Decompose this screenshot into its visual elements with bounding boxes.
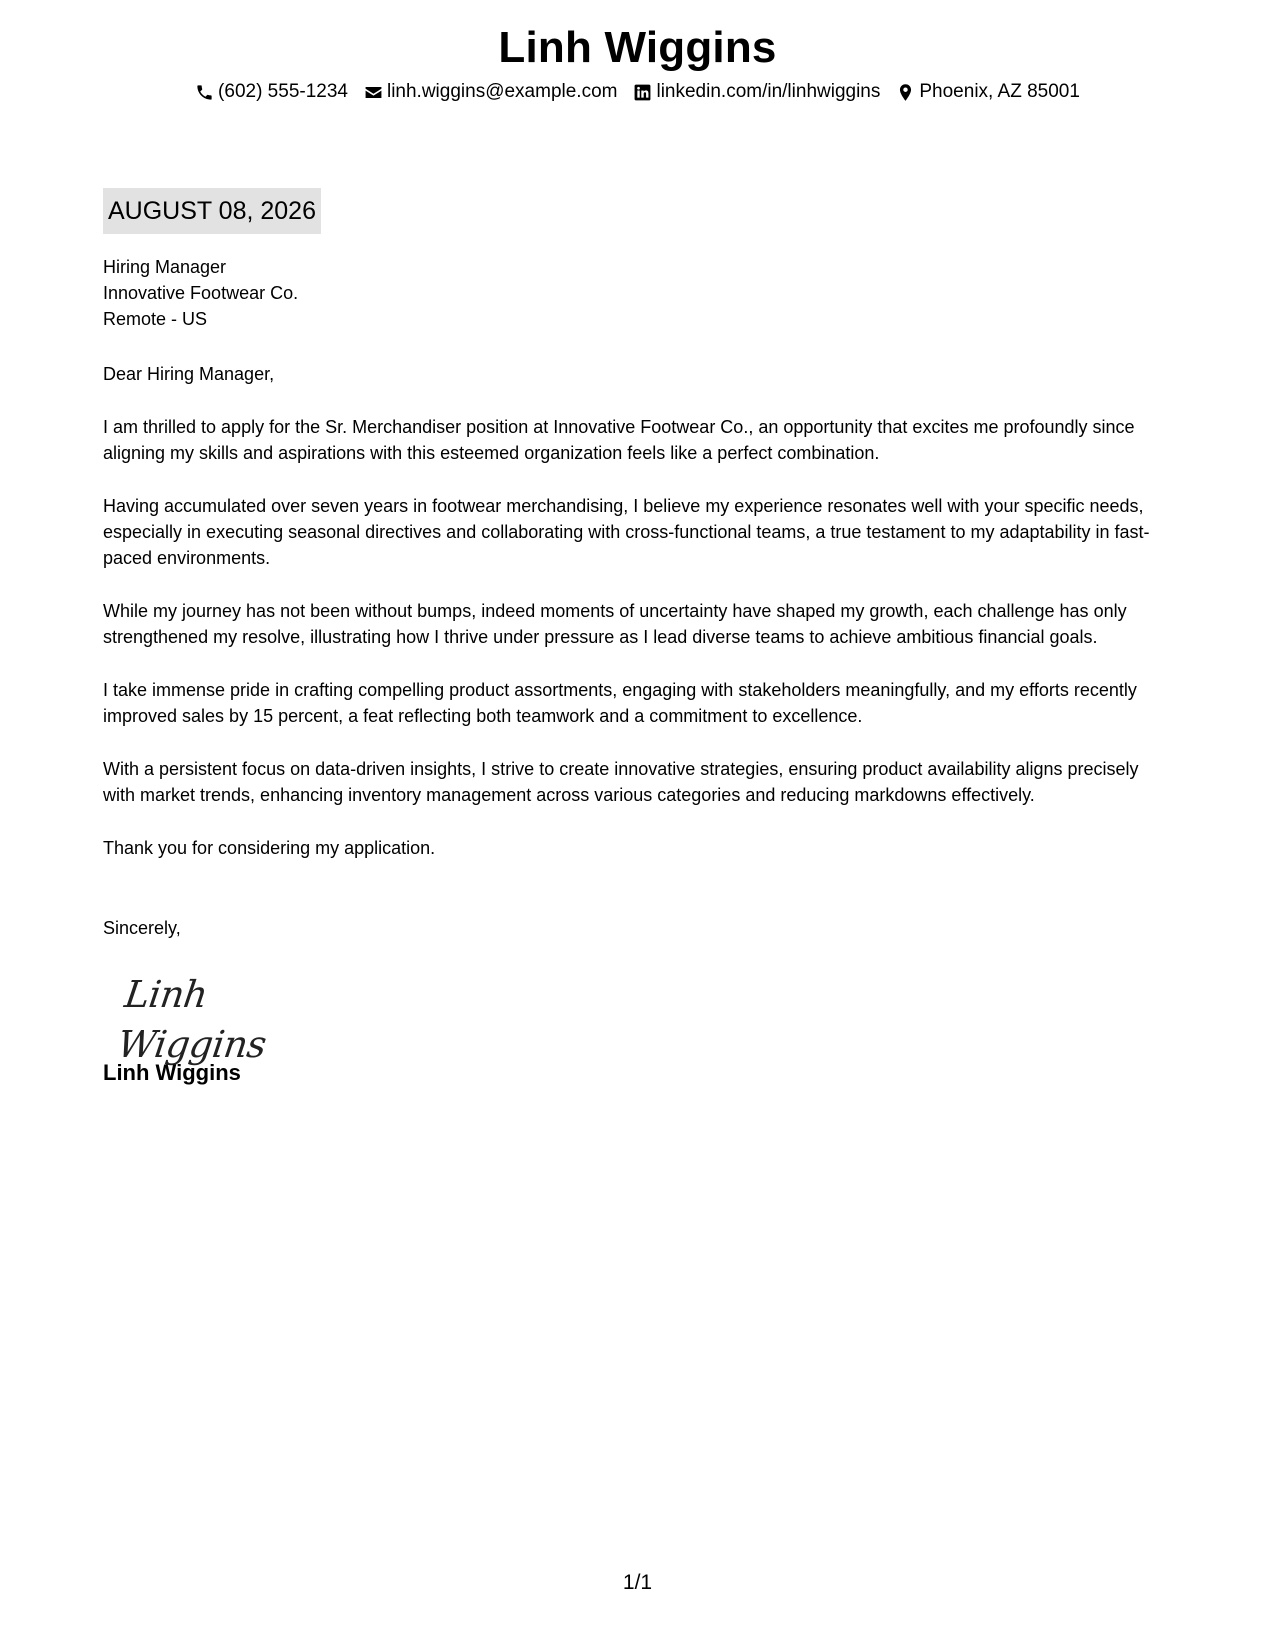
location-text: Phoenix, AZ 85001 [919,81,1080,102]
linkedin-icon [633,83,656,102]
closing-phrase: Sincerely, [103,918,181,938]
body-paragraph: While my journey has not been without bumps, indeed moments of uncertainty have shaped my growth, each challenge has only strengthened my resolve, illustrating how I thrive under pressure as I lead diverse teams to achieve ambitious financial goals. [103,601,1127,647]
email-text: linh.wiggins@example.com [386,81,618,102]
recipient-title: Hiring Manager [103,257,227,277]
printed-signature-name: Linh Wiggins [103,1060,241,1085]
recipient-block [103,254,1173,332]
body-paragraph: I take immense pride in crafting compelling product assortments, engaging with stakeholders meaningfully, and my efforts recently improved sales by 15 percent, a feat reflecting both teamwork and a commitment to excellence. [103,680,1137,726]
handwritten-signature: Linh Wiggins [115,973,269,1066]
body-paragraph: Having accumulated over seven years in footwear merchandising, I believe my experience resonates well with your specific needs, especially in executing seasonal directives and collaborating with cross-functional teams, a true testament to my adaptability in fast-paced environments. [103,496,1150,568]
contact-linkedin [633,78,880,106]
recipient-location: Remote - US [103,309,208,329]
phone-text: (602) 555-1234 [218,81,348,102]
closing-paragraph: Thank you for considering my application. [103,838,436,858]
contact-info-row [0,78,1275,106]
salutation: Dear Hiring Manager, [103,364,275,384]
body-paragraph: I am thrilled to apply for the Sr. Merchandiser position at Innovative Footwear Co., an opportunity that excites me profoundly since aligning my skills and aspirations with this esteemed organization feels like a perfect combination. [103,417,1135,463]
letter-date: AUGUST 08, 2026 [103,188,321,234]
applicant-name-heading: Linh Wiggins [498,23,777,72]
envelope-icon [364,83,387,102]
contact-location [896,78,1080,106]
map-pin-icon [896,83,919,102]
recipient-company: Innovative Footwear Co. [103,283,299,303]
contact-phone [195,78,348,106]
page-number: 1/1 [622,1571,653,1594]
body-paragraph: With a persistent focus on data-driven insights, I strive to create innovative strategies, ensuring product availability aligns precisely with market trends, enhancing inventory management across various categories and reducing markdowns effectively. [103,759,1139,805]
contact-email [364,78,618,106]
linkedin-text: linkedin.com/in/linhwiggins [656,81,881,102]
phone-icon [195,83,218,102]
